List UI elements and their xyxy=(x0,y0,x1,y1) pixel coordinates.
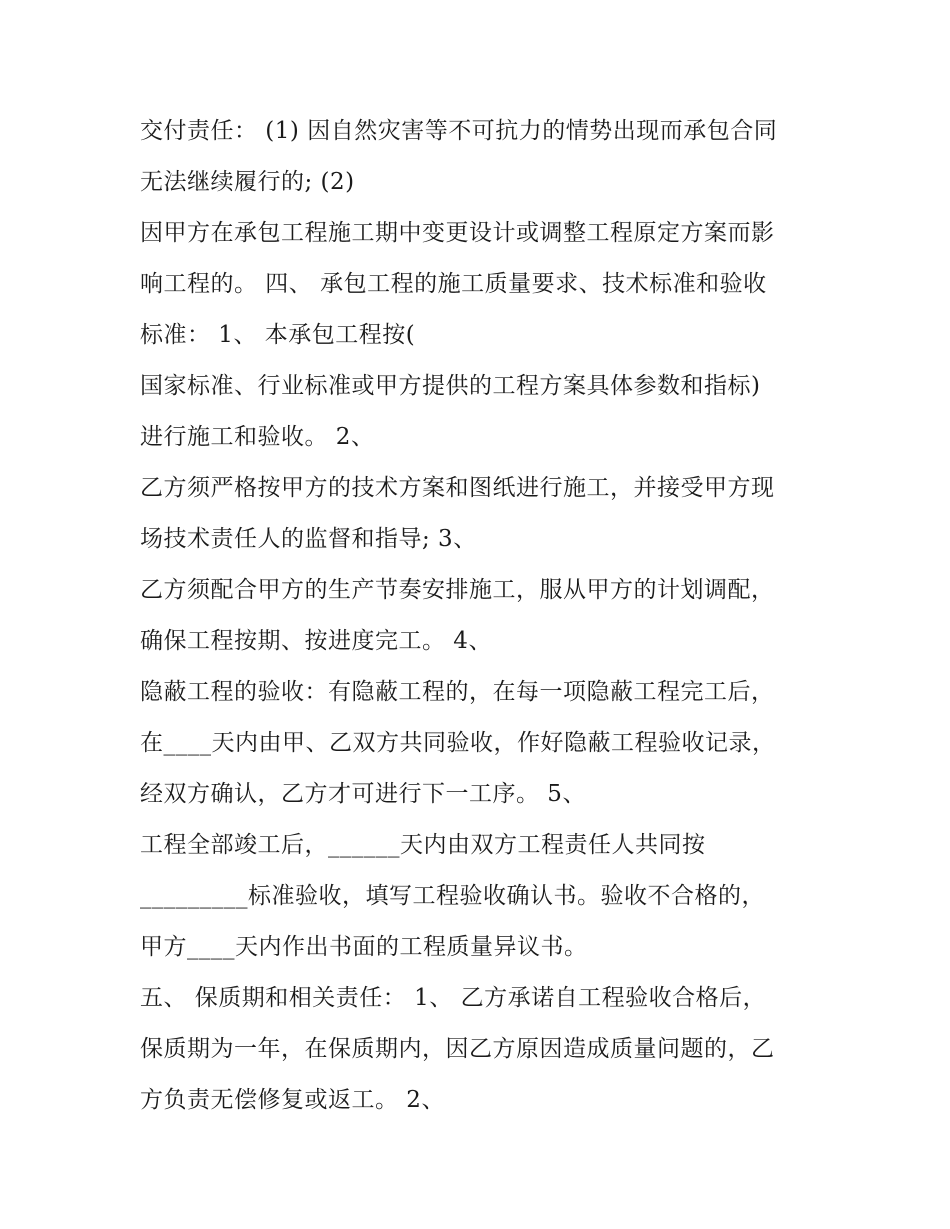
text-line: 工程全部竣工后，______天内由双方工程责任人共同按 xyxy=(140,832,706,858)
text-line: 保质期为一年，在保质期内，因乙方原因造成质量问题的，乙 xyxy=(140,1036,775,1062)
text-line: 隐蔽工程的验收：有隐蔽工程的，在每一项隐蔽工程完工后， xyxy=(140,679,775,705)
text-line: 标准： 1、 本承包工程按( xyxy=(140,322,416,348)
text-line: 进行施工和验收。 2、 xyxy=(140,424,375,450)
text-line: 响工程的。 四、 承包工程的施工质量要求、技术标准和验收 xyxy=(140,271,767,297)
text-line: 场技术责任人的监督和指导; 3、 xyxy=(140,526,477,552)
text-line: 交付责任： (1) 因自然灾害等不可抗力的情势出现而承包合同 xyxy=(140,118,778,144)
text-line: 无法继续履行的; (2) xyxy=(140,169,355,195)
text-line: 国家标准、行业标准或甲方提供的工程方案具体参数和指标) xyxy=(140,373,761,399)
contract-text xyxy=(140,106,830,1126)
text-line: 乙方须严格按甲方的技术方案和图纸进行施工，并接受甲方现 xyxy=(140,475,775,501)
text-line: 五、 保质期和相关责任： 1、 乙方承诺自工程验收合格后， xyxy=(140,985,767,1011)
text-line: 在____天内由甲、乙双方共同验收，作好隐蔽工程验收记录， xyxy=(140,730,776,756)
text-line: 方负责无偿修复或返工。 2、 xyxy=(140,1087,445,1113)
text-line: _________标准验收，填写工程验收确认书。验收不合格的， xyxy=(140,883,765,909)
text-line: 乙方须配合甲方的生产节奏安排施工，服从甲方的计划调配， xyxy=(140,577,775,603)
text-line: 甲方____天内作出书面的工程质量异议书。 xyxy=(140,934,588,960)
text-line: 经双方确认，乙方才可进行下一工序。 5、 xyxy=(140,781,586,807)
text-line: 确保工程按期、按进度完工。 4、 xyxy=(140,628,492,654)
text-line: 因甲方在承包工程施工期中变更设计或调整工程原定方案而影 xyxy=(140,220,775,246)
